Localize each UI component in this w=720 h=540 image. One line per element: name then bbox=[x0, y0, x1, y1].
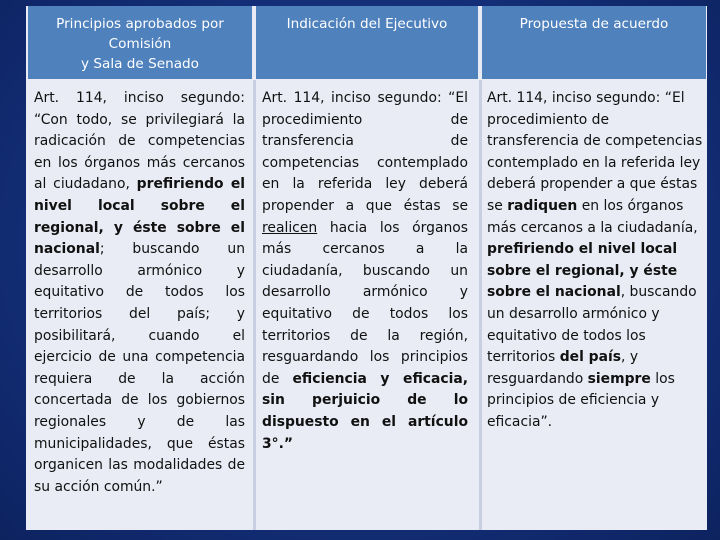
header-principios-line1: Principios aprobados por bbox=[56, 16, 224, 32]
header-principios-line2: Comisión bbox=[108, 36, 172, 52]
cell-propuesta bbox=[487, 88, 705, 434]
text: ; buscando un desarrollo armónico y equitativo de todos los territorios del país; y posibilitará, cuando el ejercicio de una competencia requiera de la acción concertada de los gobiernos regionales y de las municipalidades, que éstas organicen las modalidades de su acción común.” bbox=[34, 241, 245, 495]
text: , buscando un desarrollo armónico y equitativo de todos los territorios bbox=[487, 284, 697, 366]
text: , y resguardando bbox=[487, 349, 639, 387]
header-principios bbox=[28, 6, 252, 79]
text: Art. 114, inciso segundo: “Con todo, se privilegiará la radicación de competencias en los órganos más cercanos al ciudadano, bbox=[34, 90, 245, 193]
bold-text: eficiencia y eficacia, sin perjuicio de lo dispuesto en el artículo 3°.” bbox=[262, 370, 469, 452]
cell-indicacion bbox=[262, 88, 468, 455]
bold-text: radiquen bbox=[507, 197, 578, 214]
text: Art. 114, inciso segundo: “El procedimiento de transferencia de competencias contemplado en la referida ley deberá propender a que éstas se bbox=[262, 90, 468, 214]
text: Art. 114, inciso segundo: “El procedimiento de transferencia de competencias contemplado en la referida ley deberá propender a que éstas se bbox=[487, 90, 703, 214]
header-indicacion: Indicación del Ejecutivo bbox=[256, 6, 478, 79]
bold-text: prefiriendo el nivel local sobre el regional, y éste sobre el nacional bbox=[34, 176, 245, 258]
bold-text: prefiriendo el nivel local sobre el regional, y éste sobre el nacional bbox=[487, 241, 678, 301]
text: los principios de eficiencia y eficacia”. bbox=[487, 370, 675, 430]
bold-text: del país bbox=[559, 349, 622, 366]
underlined-text: realicen bbox=[262, 219, 318, 236]
bold-text: siempre bbox=[587, 370, 651, 387]
header-propuesta: Propuesta de acuerdo bbox=[482, 6, 706, 79]
cell-principios bbox=[34, 88, 245, 498]
header-principios-line3: y Sala de Senado bbox=[81, 56, 199, 72]
text: en los órganos más cercanos a la ciudadanía, bbox=[487, 197, 698, 236]
text: hacia los órganos más cercanos a la ciudadanía, buscando un desarrollo armónico y equitativo de todos los territorios de la región, resguardando los principios de bbox=[262, 219, 468, 387]
column-divider bbox=[479, 80, 482, 530]
column-divider bbox=[253, 80, 256, 530]
